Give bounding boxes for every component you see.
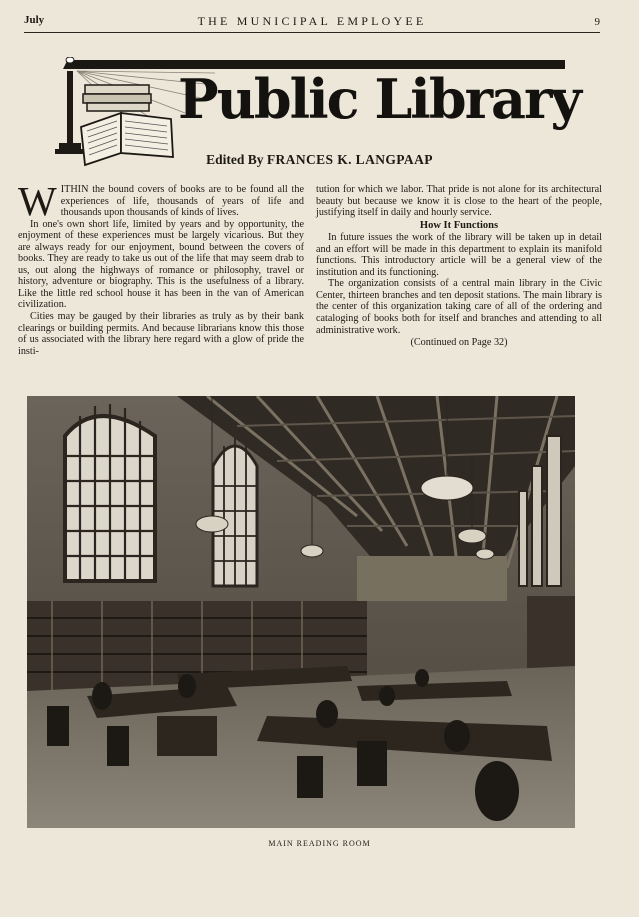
- page-number: 9: [594, 16, 600, 28]
- section-masthead: [55, 57, 580, 167]
- byline: [0, 152, 639, 168]
- reading-room-photo: [27, 396, 575, 828]
- paragraph-1: [18, 178, 304, 224]
- byline-prefix: Edited By: [206, 152, 264, 167]
- continued-note: (Continued on Page 32): [410, 337, 508, 349]
- paragraph-4: In future issues the work of the library will be taken up in detail and an effort will be made in this department to explain its manifold functions. This introductory article will be a general view of the institution and its functioning.: [316, 232, 602, 278]
- subheading: How It Functions: [419, 219, 499, 231]
- paragraph-2: In one's own short life, limited by years and by opportunity, the enjoyment of these experiences must be largely vicarious. But they are always ready for our enjoyment, bound between the covers of books. They are ready to take us out of the life that may seem drab to us, out along the highways of romance or philosophy, travel or history, adventure or biography. This is the usefulness of a library. Like the little red school house it has been in the van of American civilization.: [18, 218, 304, 311]
- drop-cap: W: [18, 178, 57, 224]
- article-column-left: [18, 178, 304, 357]
- section-title: Public Library: [178, 67, 580, 131]
- editor-name: FRANCES K. LANGPAAP: [266, 152, 433, 167]
- paragraph-5: The organization consists of a central main library in the Civic Center, thirteen branches and ten deposit stations. The main library is the center of this organization taking care of all of the ordering and cataloging of books both for itself and branches and attending to all administrative work.: [316, 278, 602, 336]
- issue-month: July: [24, 14, 45, 26]
- paragraph-3-continued: tution for which we labor. That pride is not alone for its architectural beauty but because we know it is close to the heart of the people, justifying itself in daily and hourly service.: [316, 184, 602, 219]
- magazine-title: THE MUNICIPAL EMPLOYEE: [197, 14, 427, 28]
- running-head: [24, 14, 600, 33]
- reading-room-image-icon: [27, 396, 575, 828]
- paragraph-3: Cities may be gauged by their libraries as truly as by their bank clearings or building permits. And because librarians know this those of us associated with the library here regard with a glow of pride the insti-: [18, 311, 304, 357]
- photo-caption: MAIN READING ROOM: [268, 839, 371, 848]
- paragraph-1-text: ITHIN the bound covers of books are to be found all the experiences of life, thousands of years of life and thousands upon thousands of kinds of lives.: [60, 184, 304, 219]
- book-and-torch-illustration-icon: [55, 57, 185, 167]
- article-column-right: [316, 184, 602, 349]
